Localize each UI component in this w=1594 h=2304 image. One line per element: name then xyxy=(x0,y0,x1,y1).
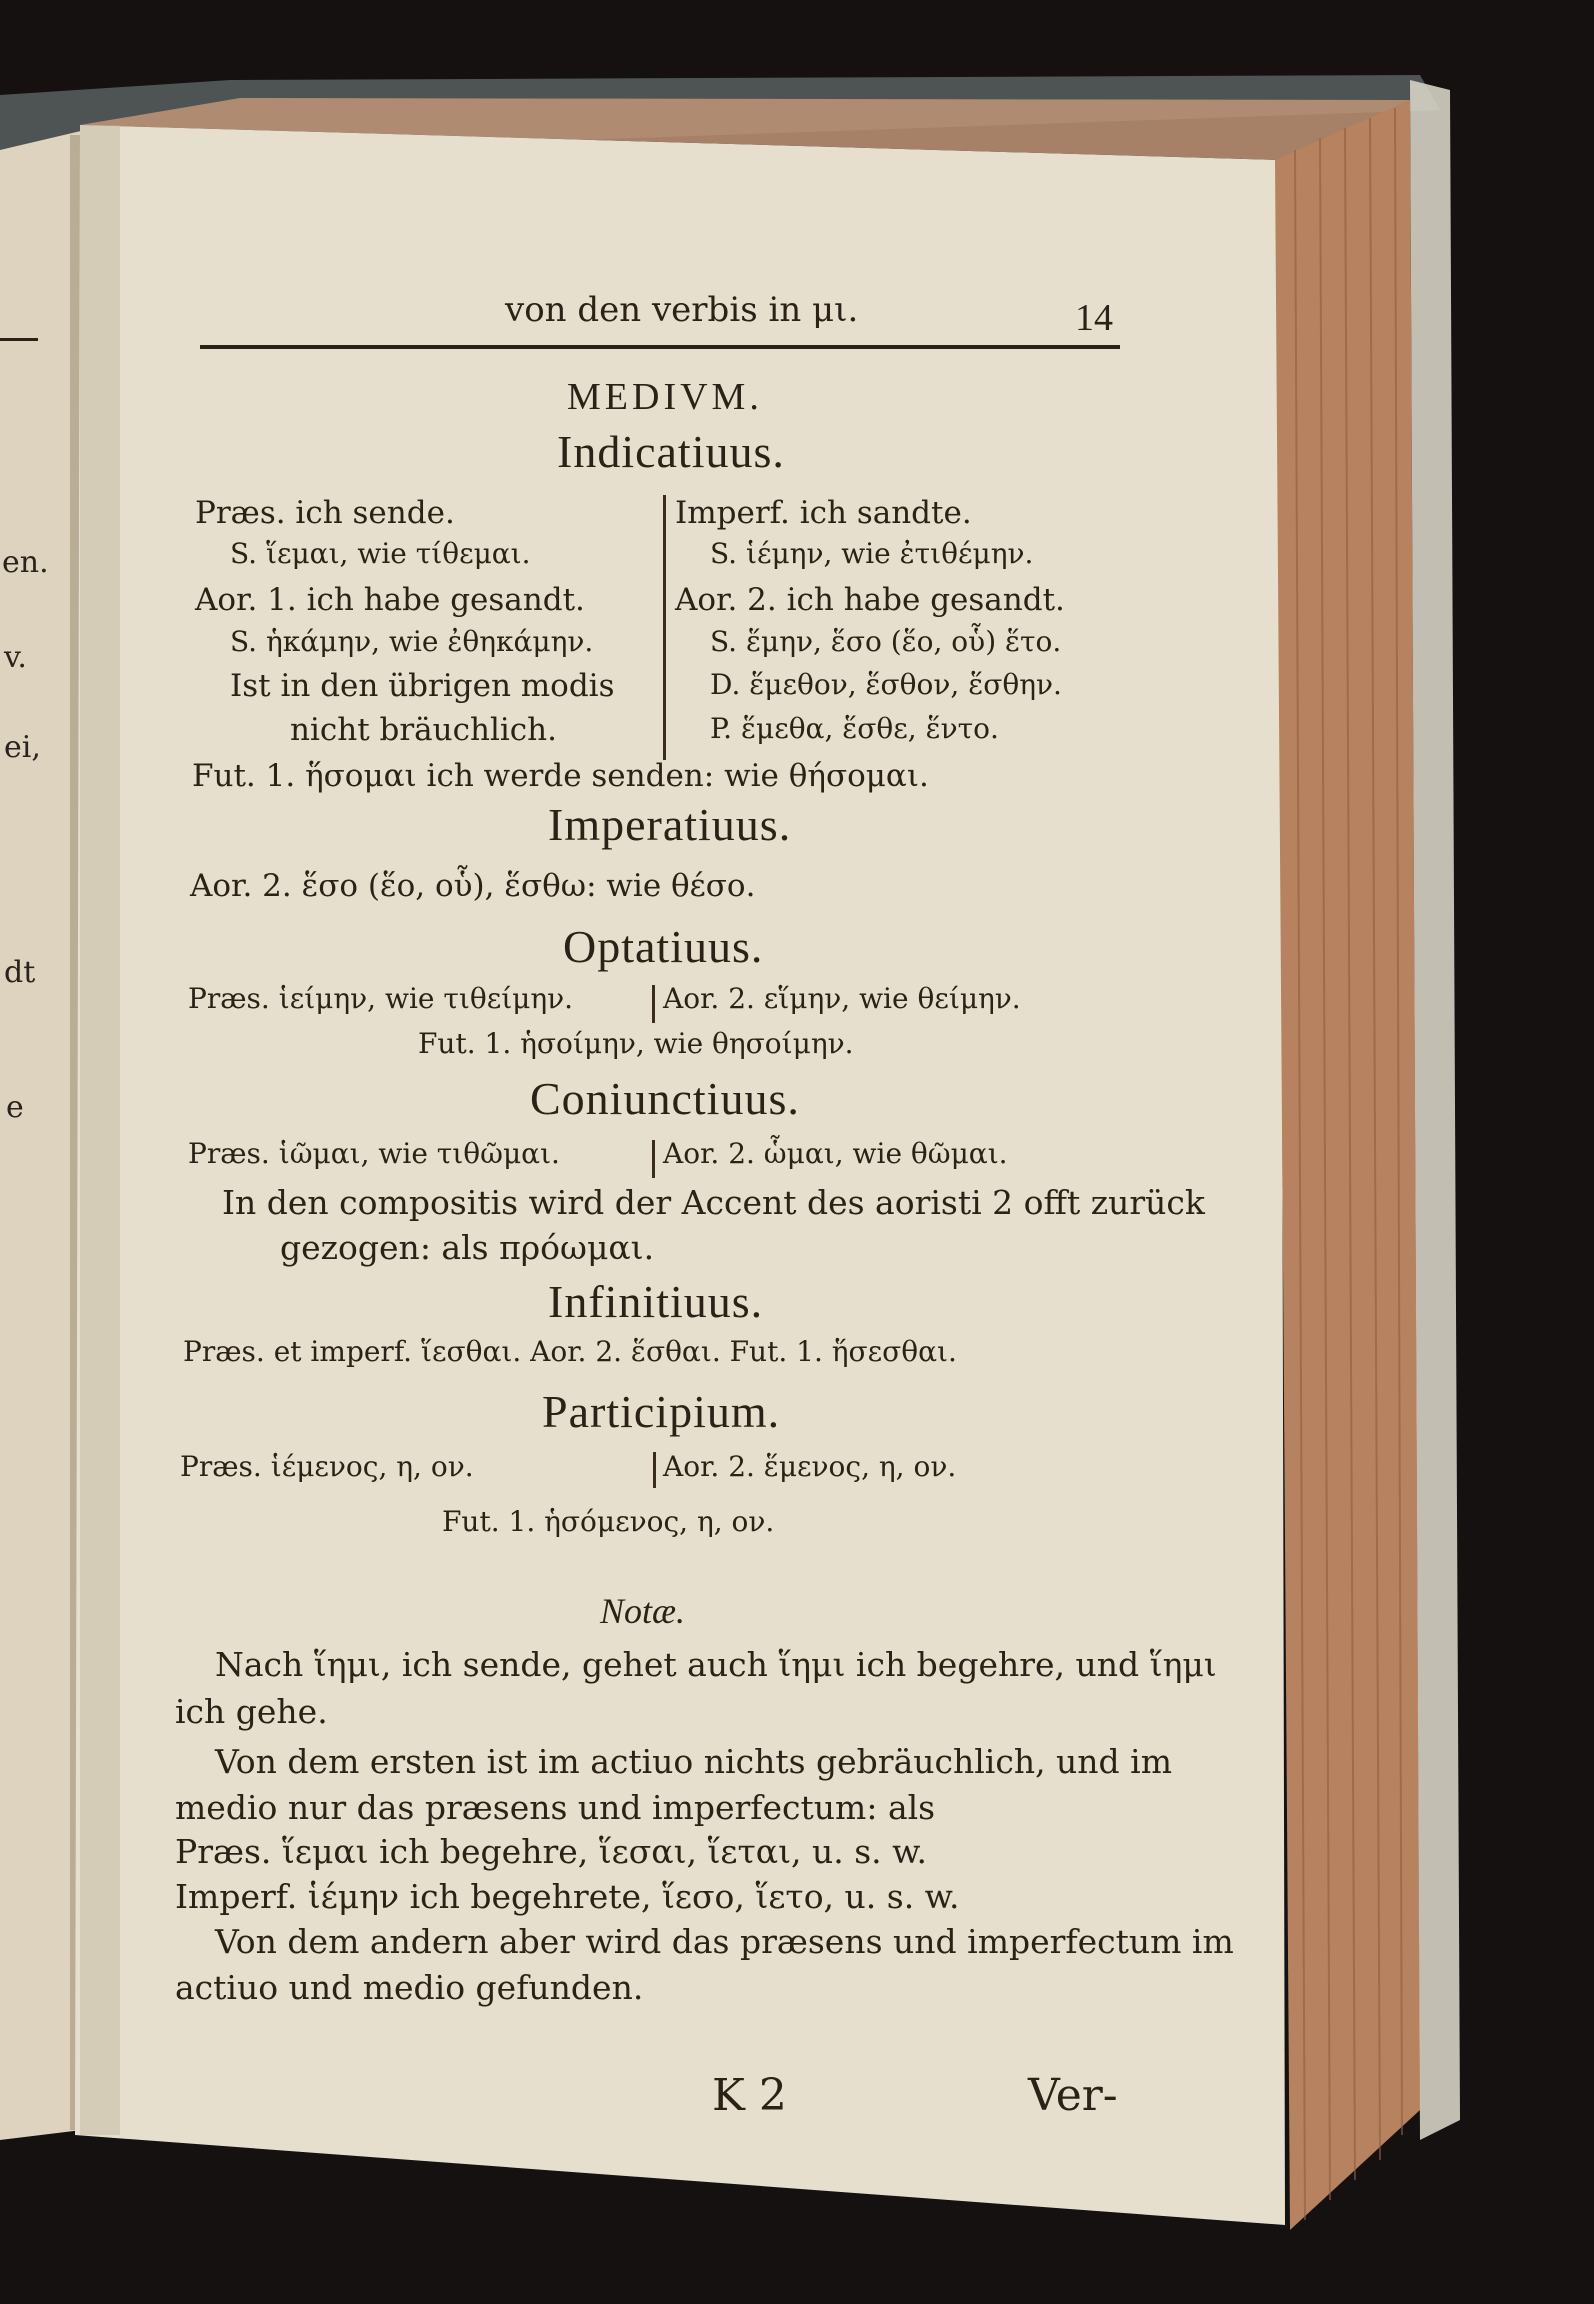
indicativus-left-line: Ist in den übrigen modis xyxy=(230,668,615,704)
optativus-line-future: Fut. 1. ἡσοίμην, wie θησοίμην. xyxy=(418,1027,854,1060)
left-page-fragment: v. xyxy=(4,640,27,675)
left-page-fragment: e xyxy=(6,1090,24,1125)
catchword: Ver- xyxy=(1028,2070,1118,2121)
left-page-fragment: dt xyxy=(4,955,36,990)
coniunctivus-text: gezogen: als πρόωμαι. xyxy=(280,1228,655,1267)
participium-line-right: Aor. 2. ἕμενος, η, ον. xyxy=(663,1450,957,1483)
indicativus-right-line: S. ἱέμην, wie ἐτιθέμην. xyxy=(710,537,1034,570)
section-infinitivus: Infinitiuus. xyxy=(548,1276,764,1327)
indicativus-right-line: Imperf. ich sandte. xyxy=(675,495,972,531)
section-medium: MEDIVM. xyxy=(567,376,763,418)
section-participium: Participium. xyxy=(542,1386,781,1437)
notae-line: Imperf. ἱέμην ich begehrete, ἵεσο, ἵετο, u. s. w. xyxy=(175,1877,960,1916)
indicativus-left-line: S. ἵεμαι, wie τίθεμαι. xyxy=(230,537,531,570)
indicativus-future: Fut. 1. ἥσομαι ich werde senden: wie θήσομαι. xyxy=(192,758,929,794)
notae-line: actiuo und medio gefunden. xyxy=(175,1968,644,2007)
indicativus-right-line: D. ἕμεθον, ἕσθον, ἕσθην. xyxy=(710,668,1062,701)
section-imperativus: Imperatiuus. xyxy=(548,799,792,850)
optativus-line-right: Aor. 2. εἵμην, wie θείμην. xyxy=(663,982,1021,1015)
indicativus-left-line: nicht bräuchlich. xyxy=(290,712,557,748)
signature-mark: K 2 xyxy=(712,2070,787,2121)
coniunctivus-text: In den compositis wird der Accent des aoristi 2 offt zurück xyxy=(222,1183,1205,1222)
column-divider xyxy=(652,1140,655,1178)
indicativus-right-line: S. ἕμην, ἕσο (ἕο, οὗ) ἕτο. xyxy=(710,625,1062,658)
indicativus-left-line: Præs. ich sende. xyxy=(195,495,455,531)
imperativus-line: Aor. 2. ἕσο (ἕο, οὗ), ἕσθω: wie θέσο. xyxy=(190,868,756,904)
section-indicativus: Indicatiuus. xyxy=(557,426,785,477)
section-optativus: Optatiuus. xyxy=(563,921,764,972)
section-coniunctivus: Coniunctiuus. xyxy=(530,1073,800,1124)
notae-line: Von dem ersten ist im actiuo nichts gebräuchlich, und im xyxy=(215,1742,1173,1781)
indicativus-right-line: P. ἕμεθα, ἕσθε, ἕντο. xyxy=(710,712,999,745)
left-page-fragment: ei, xyxy=(4,730,41,765)
notae-line: ich gehe. xyxy=(175,1692,328,1731)
page-number: 14 xyxy=(1075,297,1113,339)
indicativus-left-line: S. ἡκάμην, wie ἐθηκάμην. xyxy=(230,625,594,658)
column-divider xyxy=(652,985,655,1023)
coniunctivus-line-right: Aor. 2. ὧμαι, wie θῶμαι. xyxy=(663,1137,1008,1170)
notae-line: medio nur das præsens und imperfectum: als xyxy=(175,1788,936,1827)
notae-line: Von dem andern aber wird das præsens und imperfectum im xyxy=(215,1922,1234,1961)
column-divider xyxy=(653,1452,656,1488)
participium-line-left: Præs. ἱέμενος, η, ον. xyxy=(180,1450,474,1483)
coniunctivus-line-left: Præs. ἱῶμαι, wie τιθῶμαι. xyxy=(188,1137,560,1170)
running-head: von den verbis in μι. xyxy=(505,290,859,330)
left-page-fragment: en. xyxy=(2,545,49,580)
column-divider xyxy=(663,495,666,760)
notae-line: Nach ἵημι, ich sende, gehet auch ἵημι ich begehre, und ἵημι xyxy=(215,1645,1217,1684)
section-notae: Notæ. xyxy=(600,1591,686,1631)
header-rule xyxy=(200,345,1120,349)
optativus-line-left: Præs. ἱείμην, wie τιθείμην. xyxy=(188,982,574,1015)
infinitivus-line: Præs. et imperf. ἵεσθαι. Aor. 2. ἕσθαι. Fut. 1. ἥσεσθαι. xyxy=(183,1335,957,1368)
indicativus-left-line: Aor. 1. ich habe gesandt. xyxy=(195,582,585,618)
participium-line-future: Fut. 1. ἡσόμενος, η, ον. xyxy=(442,1505,775,1538)
indicativus-right-line: Aor. 2. ich habe gesandt. xyxy=(675,582,1065,618)
notae-line: Præs. ἵεμαι ich begehre, ἵεσαι, ἵεται, u. s. w. xyxy=(175,1832,927,1871)
left-page-rule xyxy=(0,338,38,341)
